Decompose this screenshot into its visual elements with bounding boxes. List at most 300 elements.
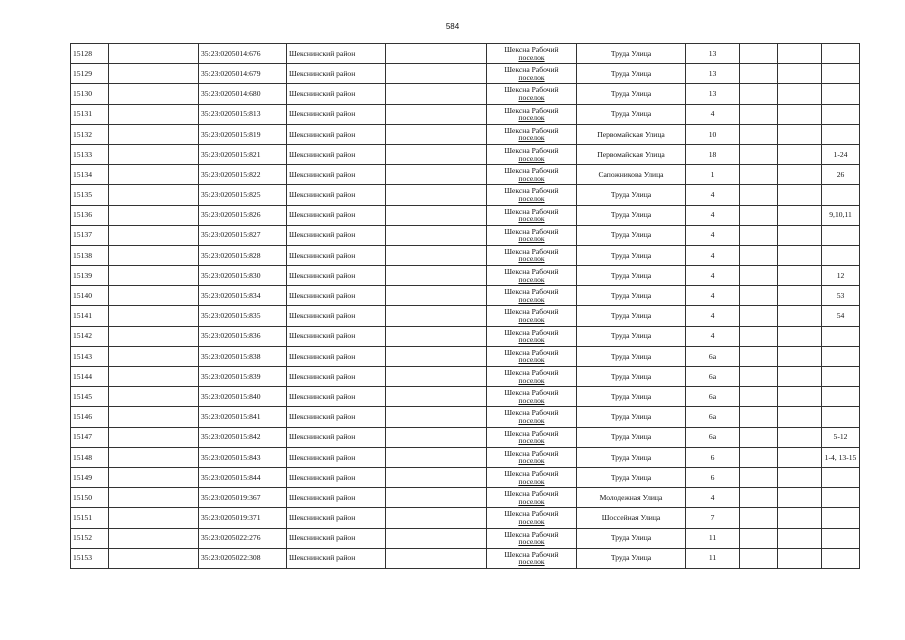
row-number-cell: 15129: [71, 64, 109, 84]
empty-cell: [109, 346, 199, 366]
empty-cell: [778, 508, 822, 528]
settlement-name: Шексна Рабочий: [504, 145, 559, 155]
empty-cell: [109, 84, 199, 104]
table-row: [71, 266, 860, 286]
apartment-cell: 1-24: [822, 144, 860, 164]
empty-cell: [740, 104, 778, 124]
settlement-type: поселок: [518, 355, 545, 365]
empty-cell: [109, 225, 199, 245]
house-number-cell: 4: [686, 306, 740, 326]
settlement-cell: [487, 367, 577, 387]
street-cell: Труда Улица: [577, 245, 686, 265]
empty-cell: [778, 488, 822, 508]
settlement-type: поселок: [518, 193, 545, 203]
row-number-cell: 15149: [71, 467, 109, 487]
settlement-name: Шексна Рабочий: [504, 428, 559, 438]
empty-cell: [740, 185, 778, 205]
empty-cell: [109, 306, 199, 326]
apartment-cell: 54: [822, 306, 860, 326]
settlement-type: поселок: [518, 557, 545, 567]
street-cell: Труда Улица: [577, 84, 686, 104]
table-row: [71, 467, 860, 487]
street-cell: Труда Улица: [577, 447, 686, 467]
table-row: [71, 346, 860, 366]
street-cell: Первомайская Улица: [577, 124, 686, 144]
cadastral-number-cell: 35:23:0205015:836: [199, 326, 287, 346]
empty-cell: [740, 64, 778, 84]
cadastral-number-cell: 35:23:0205015:840: [199, 387, 287, 407]
empty-cell: [778, 447, 822, 467]
empty-cell: [740, 427, 778, 447]
settlement-cell: [487, 64, 577, 84]
settlement-name: Шексна Рабочий: [504, 65, 559, 75]
empty-cell: [109, 508, 199, 528]
empty-cell: [778, 245, 822, 265]
street-cell: Труда Улица: [577, 367, 686, 387]
settlement-cell: [487, 488, 577, 508]
house-number-cell: 6: [686, 467, 740, 487]
apartment-cell: [822, 185, 860, 205]
empty-cell: [740, 266, 778, 286]
house-number-cell: 4: [686, 185, 740, 205]
apartment-cell: [822, 326, 860, 346]
apartment-cell: 12: [822, 266, 860, 286]
house-number-cell: 4: [686, 225, 740, 245]
settlement-cell: [487, 205, 577, 225]
apartment-cell: 26: [822, 165, 860, 185]
street-cell: Труда Улица: [577, 266, 686, 286]
empty-cell: [386, 44, 487, 64]
table-row: [71, 548, 860, 568]
cadastral-number-cell: 35:23:0205015:830: [199, 266, 287, 286]
district-cell: Шекснинский район: [287, 124, 386, 144]
street-cell: Труда Улица: [577, 104, 686, 124]
empty-cell: [740, 447, 778, 467]
row-number-cell: 15148: [71, 447, 109, 467]
empty-cell: [740, 165, 778, 185]
table-row: [71, 225, 860, 245]
row-number-cell: 15150: [71, 488, 109, 508]
district-cell: Шекснинский район: [287, 185, 386, 205]
settlement-name: Шексна Рабочий: [504, 509, 559, 519]
settlement-name: Шексна Рабочий: [504, 388, 559, 398]
row-number-cell: 15142: [71, 326, 109, 346]
row-number-cell: 15138: [71, 245, 109, 265]
settlement-name: Шексна Рабочий: [504, 166, 559, 176]
street-cell: Труда Улица: [577, 286, 686, 306]
settlement-name: Шексна Рабочий: [504, 226, 559, 236]
district-cell: Шекснинский район: [287, 104, 386, 124]
empty-cell: [109, 144, 199, 164]
row-number-cell: 15146: [71, 407, 109, 427]
district-cell: Шекснинский район: [287, 447, 386, 467]
empty-cell: [740, 245, 778, 265]
settlement-name: Шексна Рабочий: [504, 125, 559, 135]
empty-cell: [778, 266, 822, 286]
cadastral-number-cell: 35:23:0205014:676: [199, 44, 287, 64]
street-cell: Труда Улица: [577, 326, 686, 346]
apartment-cell: 53: [822, 286, 860, 306]
empty-cell: [386, 467, 487, 487]
settlement-type: поселок: [518, 476, 545, 486]
empty-cell: [778, 165, 822, 185]
table-row: [71, 165, 860, 185]
street-cell: Труда Улица: [577, 467, 686, 487]
cadastral-number-cell: 35:23:0205014:680: [199, 84, 287, 104]
apartment-cell: [822, 407, 860, 427]
cadastral-number-cell: 35:23:0205015:821: [199, 144, 287, 164]
settlement-type: поселок: [518, 173, 545, 183]
street-cell: Труда Улица: [577, 306, 686, 326]
empty-cell: [740, 225, 778, 245]
row-number-cell: 15128: [71, 44, 109, 64]
empty-cell: [386, 488, 487, 508]
district-cell: Шекснинский район: [287, 367, 386, 387]
empty-cell: [778, 185, 822, 205]
apartment-cell: [822, 104, 860, 124]
cadastral-number-cell: 35:23:0205015:827: [199, 225, 287, 245]
table-row: [71, 44, 860, 64]
empty-cell: [740, 124, 778, 144]
settlement-cell: [487, 447, 577, 467]
street-cell: Труда Улица: [577, 205, 686, 225]
apartment-cell: [822, 124, 860, 144]
empty-cell: [109, 185, 199, 205]
empty-cell: [778, 44, 822, 64]
empty-cell: [109, 427, 199, 447]
empty-cell: [109, 367, 199, 387]
empty-cell: [740, 367, 778, 387]
street-cell: Труда Улица: [577, 44, 686, 64]
cadastral-number-cell: 35:23:0205015:835: [199, 306, 287, 326]
apartment-cell: 5-12: [822, 427, 860, 447]
empty-cell: [740, 84, 778, 104]
settlement-type: поселок: [518, 92, 545, 102]
empty-cell: [386, 205, 487, 225]
empty-cell: [109, 104, 199, 124]
cadastral-number-cell: 35:23:0205015:838: [199, 346, 287, 366]
apartment-cell: [822, 245, 860, 265]
empty-cell: [109, 124, 199, 144]
settlement-name: Шексна Рабочий: [504, 408, 559, 418]
cadastral-number-cell: 35:23:0205022:276: [199, 528, 287, 548]
district-cell: Шекснинский район: [287, 266, 386, 286]
apartment-cell: [822, 488, 860, 508]
row-number-cell: 15147: [71, 427, 109, 447]
table-row: [71, 205, 860, 225]
apartment-cell: 9,10,11: [822, 205, 860, 225]
house-number-cell: 4: [686, 326, 740, 346]
empty-cell: [109, 245, 199, 265]
settlement-type: поселок: [518, 537, 545, 547]
settlement-name: Шексна Рабочий: [504, 549, 559, 559]
row-number-cell: 15140: [71, 286, 109, 306]
cadastral-number-cell: 35:23:0205015:839: [199, 367, 287, 387]
settlement-name: Шексна Рабочий: [504, 448, 559, 458]
row-number-cell: 15139: [71, 266, 109, 286]
settlement-name: Шексна Рабочий: [504, 246, 559, 256]
table-row: [71, 387, 860, 407]
settlement-name: Шексна Рабочий: [504, 327, 559, 337]
street-cell: Труда Улица: [577, 387, 686, 407]
table-row: [71, 286, 860, 306]
settlement-type: поселок: [518, 133, 545, 143]
table-row: [71, 447, 860, 467]
table-row: [71, 64, 860, 84]
empty-cell: [386, 64, 487, 84]
empty-cell: [109, 488, 199, 508]
empty-cell: [386, 407, 487, 427]
empty-cell: [740, 407, 778, 427]
apartment-cell: [822, 346, 860, 366]
empty-cell: [386, 165, 487, 185]
empty-cell: [109, 387, 199, 407]
row-number-cell: 15152: [71, 528, 109, 548]
empty-cell: [740, 467, 778, 487]
settlement-type: поселок: [518, 395, 545, 405]
district-cell: Шекснинский район: [287, 165, 386, 185]
empty-cell: [740, 548, 778, 568]
empty-cell: [386, 84, 487, 104]
settlement-type: поселок: [518, 234, 545, 244]
empty-cell: [109, 44, 199, 64]
cadastral-number-cell: 35:23:0205015:813: [199, 104, 287, 124]
empty-cell: [109, 407, 199, 427]
district-cell: Шекснинский район: [287, 488, 386, 508]
registry-body: [71, 44, 860, 569]
table-row: [71, 124, 860, 144]
cadastral-number-cell: 35:23:0205015:828: [199, 245, 287, 265]
empty-cell: [740, 205, 778, 225]
cadastral-number-cell: 35:23:0205015:826: [199, 205, 287, 225]
street-cell: Труда Улица: [577, 427, 686, 447]
street-cell: Труда Улица: [577, 185, 686, 205]
house-number-cell: 10: [686, 124, 740, 144]
table-row: [71, 84, 860, 104]
empty-cell: [386, 447, 487, 467]
empty-cell: [386, 508, 487, 528]
settlement-type: поселок: [518, 315, 545, 325]
settlement-cell: [487, 144, 577, 164]
empty-cell: [740, 508, 778, 528]
settlement-type: поселок: [518, 52, 545, 62]
settlement-cell: [487, 427, 577, 447]
settlement-cell: [487, 245, 577, 265]
empty-cell: [778, 548, 822, 568]
apartment-cell: [822, 467, 860, 487]
settlement-type: поселок: [518, 335, 545, 345]
row-number-cell: 15134: [71, 165, 109, 185]
settlement-name: Шексна Рабочий: [504, 307, 559, 317]
district-cell: Шекснинский район: [287, 64, 386, 84]
empty-cell: [386, 387, 487, 407]
settlement-name: Шексна Рабочий: [504, 347, 559, 357]
empty-cell: [386, 286, 487, 306]
empty-cell: [740, 387, 778, 407]
street-cell: Труда Улица: [577, 225, 686, 245]
empty-cell: [778, 205, 822, 225]
empty-cell: [386, 367, 487, 387]
settlement-name: Шексна Рабочий: [504, 85, 559, 95]
district-cell: Шекснинский район: [287, 286, 386, 306]
district-cell: Шекснинский район: [287, 467, 386, 487]
settlement-cell: [487, 407, 577, 427]
empty-cell: [386, 225, 487, 245]
settlement-cell: [487, 104, 577, 124]
street-cell: Шоссейная Улица: [577, 508, 686, 528]
district-cell: Шекснинский район: [287, 387, 386, 407]
table-row: [71, 508, 860, 528]
empty-cell: [109, 165, 199, 185]
table-row: [71, 245, 860, 265]
house-number-cell: 13: [686, 84, 740, 104]
empty-cell: [740, 144, 778, 164]
house-number-cell: 4: [686, 266, 740, 286]
empty-cell: [778, 306, 822, 326]
settlement-name: Шексна Рабочий: [504, 287, 559, 297]
settlement-name: Шексна Рабочий: [504, 468, 559, 478]
cadastral-number-cell: 35:23:0205015:819: [199, 124, 287, 144]
settlement-name: Шексна Рабочий: [504, 186, 559, 196]
street-cell: Труда Улица: [577, 548, 686, 568]
empty-cell: [778, 326, 822, 346]
cadastral-number-cell: 35:23:0205015:841: [199, 407, 287, 427]
settlement-type: поселок: [518, 436, 545, 446]
row-number-cell: 15131: [71, 104, 109, 124]
apartment-cell: [822, 387, 860, 407]
empty-cell: [778, 427, 822, 447]
district-cell: Шекснинский район: [287, 528, 386, 548]
row-number-cell: 15141: [71, 306, 109, 326]
district-cell: Шекснинский район: [287, 427, 386, 447]
settlement-name: Шексна Рабочий: [504, 206, 559, 216]
empty-cell: [109, 205, 199, 225]
empty-cell: [778, 64, 822, 84]
empty-cell: [778, 124, 822, 144]
house-number-cell: 6: [686, 447, 740, 467]
row-number-cell: 15137: [71, 225, 109, 245]
street-cell: Молодежная Улица: [577, 488, 686, 508]
house-number-cell: 6а: [686, 407, 740, 427]
row-number-cell: 15135: [71, 185, 109, 205]
empty-cell: [740, 286, 778, 306]
row-number-cell: 15136: [71, 205, 109, 225]
settlement-type: поселок: [518, 113, 545, 123]
empty-cell: [109, 286, 199, 306]
district-cell: Шекснинский район: [287, 225, 386, 245]
empty-cell: [740, 306, 778, 326]
empty-cell: [778, 144, 822, 164]
empty-cell: [740, 528, 778, 548]
cadastral-number-cell: 35:23:0205014:679: [199, 64, 287, 84]
apartment-cell: [822, 44, 860, 64]
settlement-type: поселок: [518, 294, 545, 304]
empty-cell: [740, 346, 778, 366]
empty-cell: [109, 64, 199, 84]
empty-cell: [109, 447, 199, 467]
property-registry-table: [70, 43, 860, 569]
empty-cell: [778, 286, 822, 306]
table-row: [71, 407, 860, 427]
house-number-cell: 6а: [686, 367, 740, 387]
house-number-cell: 4: [686, 488, 740, 508]
district-cell: Шекснинский район: [287, 407, 386, 427]
empty-cell: [386, 346, 487, 366]
district-cell: Шекснинский район: [287, 548, 386, 568]
district-cell: Шекснинский район: [287, 245, 386, 265]
cadastral-number-cell: 35:23:0205019:371: [199, 508, 287, 528]
table-row: [71, 185, 860, 205]
apartment-cell: [822, 528, 860, 548]
settlement-cell: [487, 528, 577, 548]
settlement-type: поселок: [518, 496, 545, 506]
empty-cell: [386, 245, 487, 265]
house-number-cell: 7: [686, 508, 740, 528]
empty-cell: [778, 367, 822, 387]
settlement-type: поселок: [518, 516, 545, 526]
empty-cell: [778, 346, 822, 366]
settlement-name: Шексна Рабочий: [504, 45, 559, 54]
cadastral-number-cell: 35:23:0205022:308: [199, 548, 287, 568]
empty-cell: [109, 266, 199, 286]
cadastral-number-cell: 35:23:0205019:367: [199, 488, 287, 508]
cadastral-number-cell: 35:23:0205015:834: [199, 286, 287, 306]
empty-cell: [109, 548, 199, 568]
settlement-cell: [487, 467, 577, 487]
table-row: [71, 427, 860, 447]
table-row: [71, 326, 860, 346]
house-number-cell: 13: [686, 64, 740, 84]
table-row: [71, 144, 860, 164]
apartment-cell: [822, 508, 860, 528]
settlement-cell: [487, 346, 577, 366]
empty-cell: [109, 528, 199, 548]
district-cell: Шекснинский район: [287, 326, 386, 346]
apartment-cell: [822, 548, 860, 568]
empty-cell: [778, 467, 822, 487]
settlement-cell: [487, 165, 577, 185]
settlement-type: поселок: [518, 72, 545, 82]
settlement-cell: [487, 508, 577, 528]
settlement-type: поселок: [518, 254, 545, 264]
empty-cell: [386, 185, 487, 205]
cadastral-number-cell: 35:23:0205015:822: [199, 165, 287, 185]
empty-cell: [386, 326, 487, 346]
table-row: [71, 306, 860, 326]
empty-cell: [778, 528, 822, 548]
empty-cell: [740, 488, 778, 508]
apartment-cell: [822, 225, 860, 245]
row-number-cell: 15132: [71, 124, 109, 144]
settlement-name: Шексна Рабочий: [504, 368, 559, 377]
street-cell: Первомайская Улица: [577, 144, 686, 164]
empty-cell: [386, 266, 487, 286]
settlement-type: поселок: [518, 214, 545, 224]
page-number: 584: [445, 22, 460, 31]
empty-cell: [778, 84, 822, 104]
row-number-cell: 15133: [71, 144, 109, 164]
settlement-cell: [487, 387, 577, 407]
empty-cell: [778, 387, 822, 407]
district-cell: Шекснинский район: [287, 346, 386, 366]
district-cell: Шекснинский район: [287, 306, 386, 326]
street-cell: Труда Улица: [577, 64, 686, 84]
empty-cell: [386, 528, 487, 548]
settlement-type: поселок: [518, 415, 545, 425]
settlement-cell: [487, 306, 577, 326]
cadastral-number-cell: 35:23:0205015:844: [199, 467, 287, 487]
settlement-cell: [487, 225, 577, 245]
